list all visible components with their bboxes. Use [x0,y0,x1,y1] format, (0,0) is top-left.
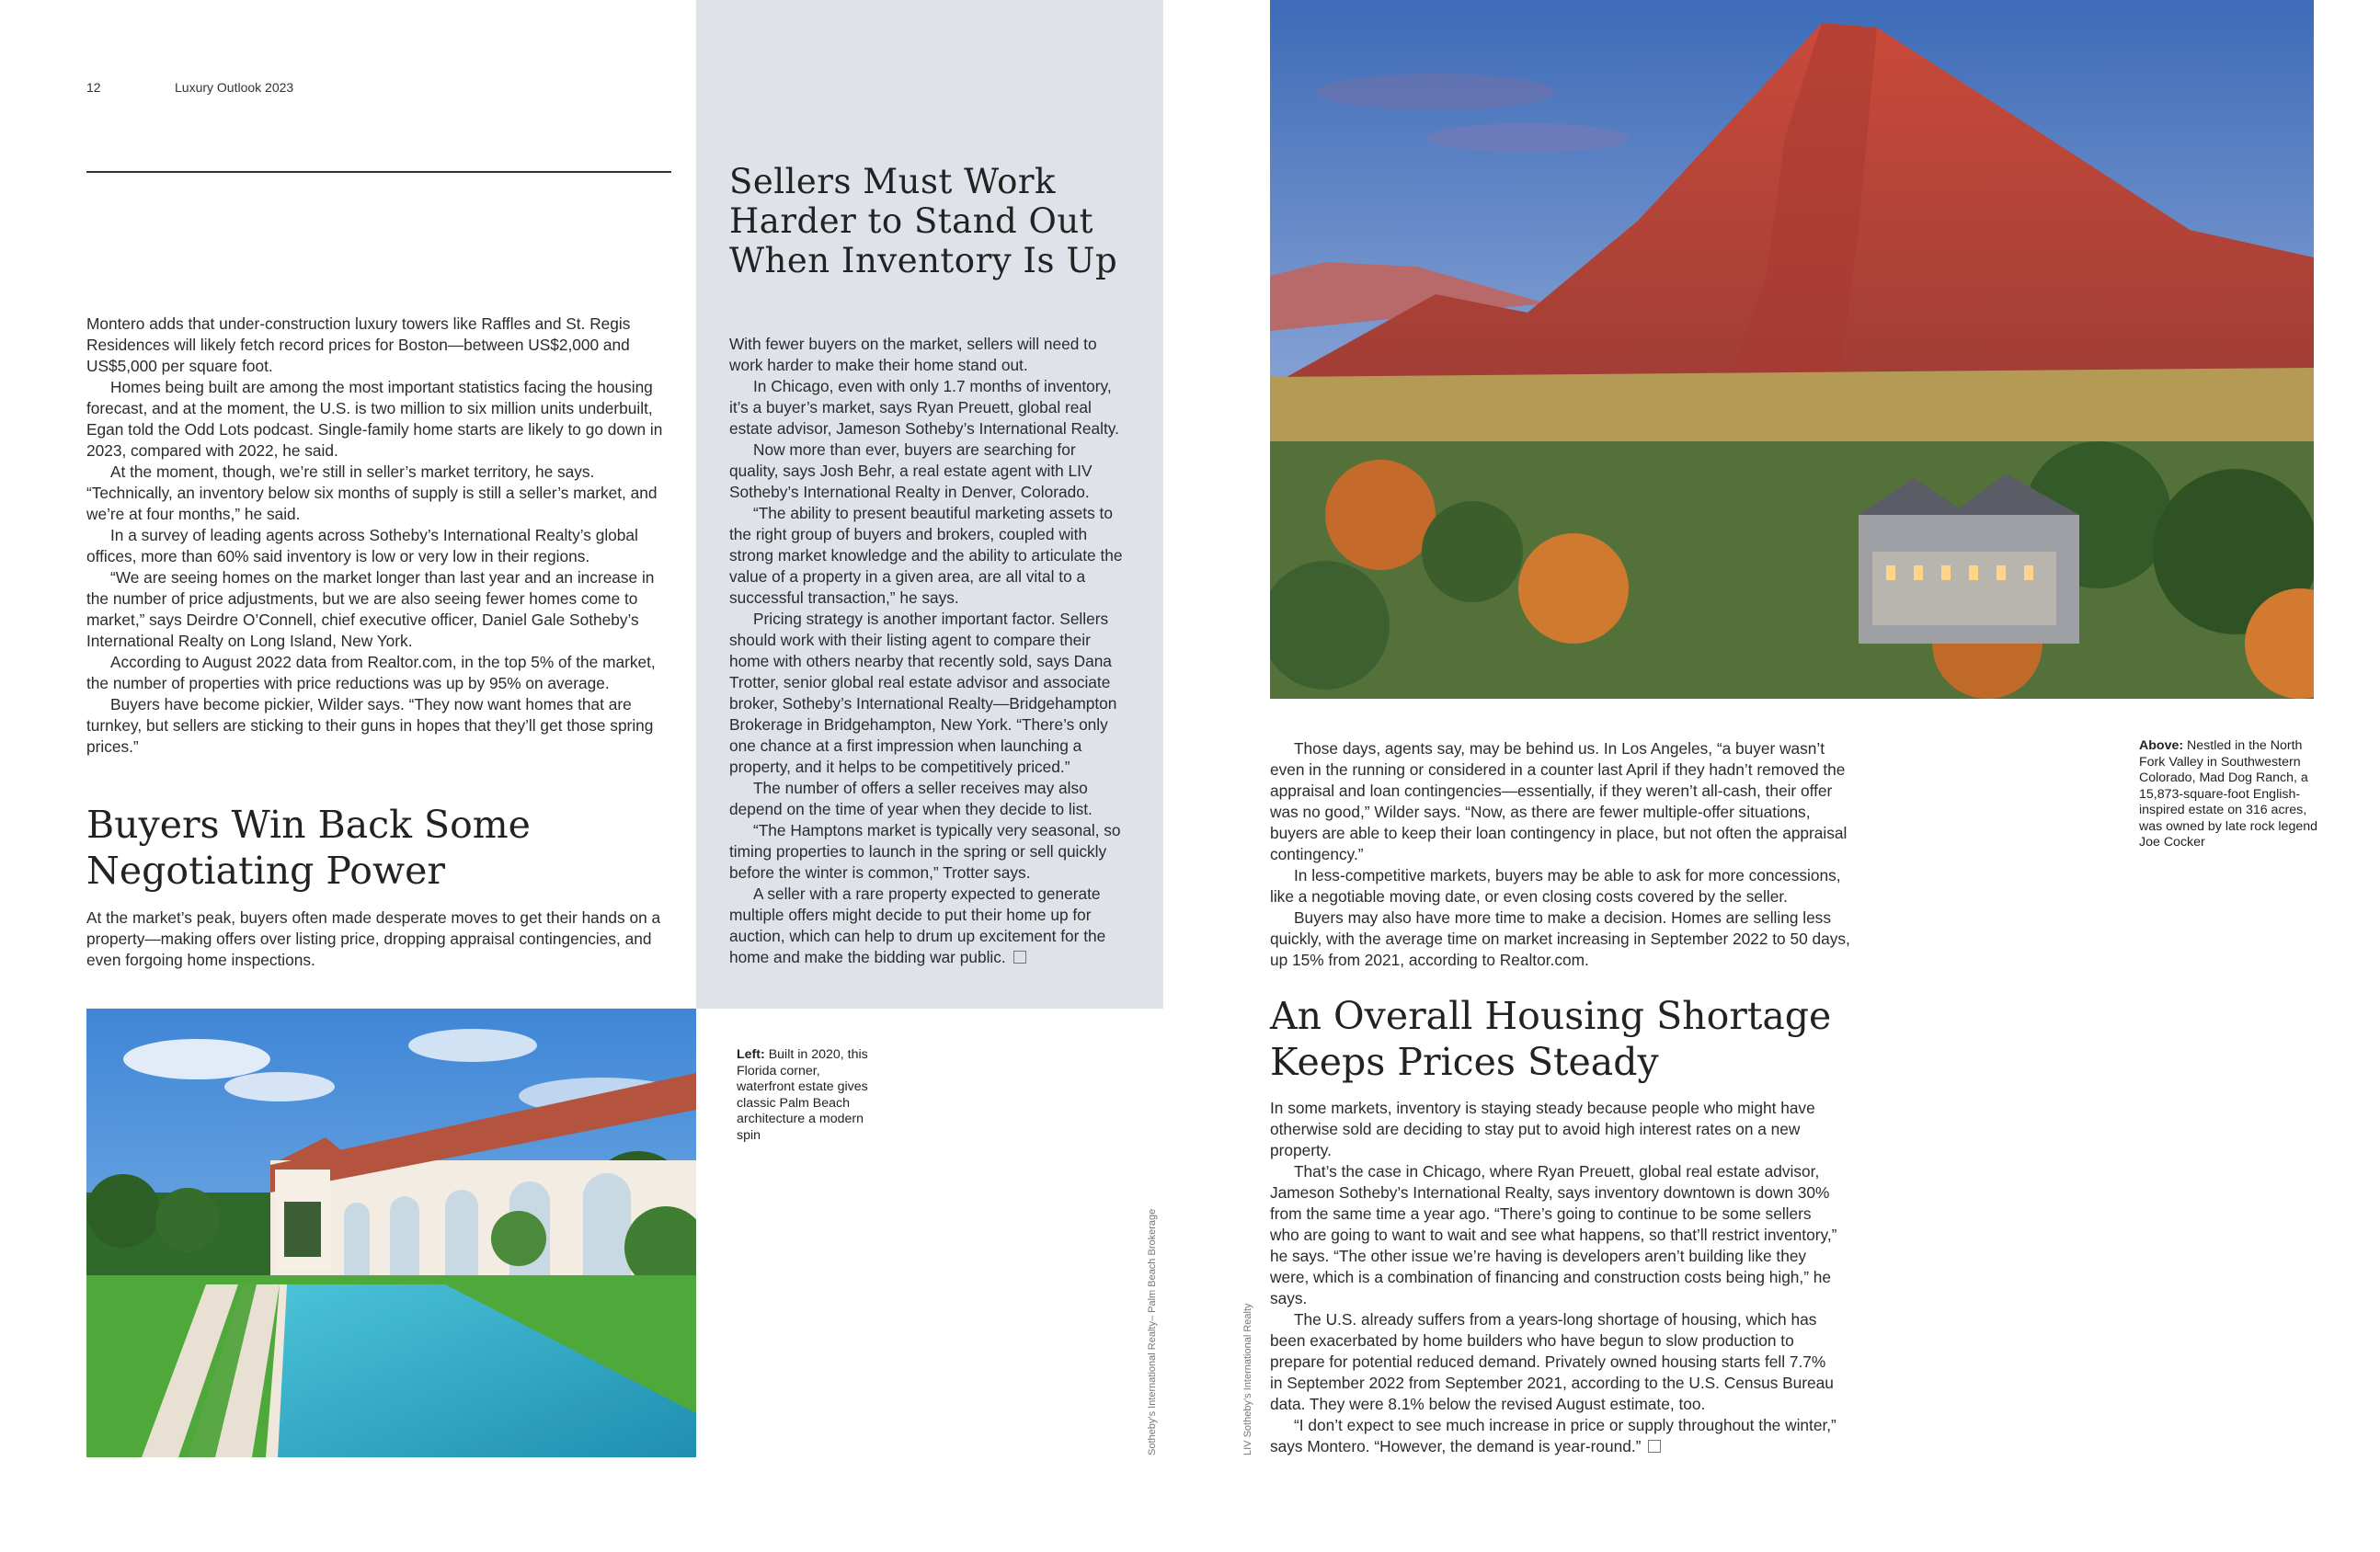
paragraph: In less-competitive markets, buyers may be able to ask for more concessions, like a negotiable moving date, or even closing costs covered by the seller. [1270,866,1841,906]
header-rule [86,171,671,173]
paragraph: At the moment, though, we’re still in seller’s market territory, he says. “Technically, an inventory below six months of supply is still a seller’s market, and we’re at four months,” he said. [86,462,658,523]
page-number: 12 [86,80,101,95]
sidebar-text [729,334,1127,968]
paragraph: The U.S. already suffers from a years-long shortage of housing, which has been exacerbated by home builders who have begun to slow production to prepare for potential reduced demand. Privately owned housing starts fell 7.7% in September 2022 from September 2021, according to the U.S. Census Bureau data. They were 8.1% below the revised August estimate, too. [1270,1310,1834,1413]
right-column-top [1270,738,1859,971]
paragraph: Those days, agents say, may be behind us. In Los Angeles, “a buyer wasn’t even in the running or considered in a counter last April if they hadn’t removed the appraisal and loan contingencies—essentially, if they weren’t all-cash, their offer was no good,” Wilder says. “Now, as there are fewer multiple-offer situations, buyers are able to keep their loan contingency in place, but not often the appraisal contingency.” [1270,739,1848,863]
paragraph: With fewer buyers on the market, sellers will need to work harder to make their home stand out. [729,335,1097,374]
paragraph: In Chicago, even with only 1.7 months of inventory, it’s a buyer’s market, says Ryan Preuett, global real estate advisor, Jameson Sotheby’s International Realty. [729,377,1119,438]
paragraph [1270,1415,1840,1457]
paragraph: “The ability to present beautiful marketing assets to the right group of buyers and brokers, coupled with strong market knowledge and the ability to articulate the value of a property in a given area, are all vital to a successful transaction,” he says. [729,504,1123,607]
caption-text: Built in 2020, this Florida corner, waterfront estate gives classic Palm Beach architecture a modern spin [737,1047,868,1143]
photo-credit-right: LIV Sotheby’s International Realty [1242,1303,1253,1455]
mad-dog-ranch-photo [1270,0,2314,699]
section-heading: An Overall Housing Shortage Keeps Prices Steady [1270,994,1832,1084]
paragraph: Montero adds that under-construction luxury towers like Raffles and St. Regis Residences will likely fetch record prices for Boston—between US$2,000 and US$5,000 per square foot. [86,314,631,375]
paragraph: Homes being built are among the most important statistics facing the housing forecast, and at the moment, the U.S. is two million to six million units underbuilt, Egan told the Odd Lots podcast. Single-family home starts are likely to go down in 2023, compared with 2022, he said. [86,378,663,460]
paragraph [729,884,1127,968]
photo-credit-left: Sotheby’s International Realty– Palm Beach Brokerage [1147,1208,1158,1455]
paragraph-text: “I don’t expect to see much increase in price or supply throughout the winter,” says Montero. “However, the demand is year-round.” [1270,1416,1836,1455]
paragraph: Now more than ever, buyers are searching for quality, says Josh Behr, a real estate agent with LIV Sotheby’s International Realty in Denver, Colorado. [729,440,1093,501]
running-head: Luxury Outlook 2023 [175,80,294,95]
left-column-bottom [86,907,671,971]
left-column-top [86,314,671,758]
paragraph-text: A seller with a rare property expected to generate multiple offers might decide to put their home up for auction, which can help to drum up excitement for the home and make the bidding war public. [729,884,1106,966]
paragraph: The number of offers a seller receives may also depend on the time of year when they decide to list. [729,779,1093,818]
caption-text: Nestled in the North Fork Valley in Southwestern Colorado, Mad Dog Ranch, a 15,873-square-foot English-inspired estate on 316 acres, was owned by late rock legend Joe Cocker [2139,738,2318,850]
end-mark-icon [1648,1440,1661,1453]
florida-estate-photo [86,1009,696,1457]
paragraph: In a survey of leading agents across Sotheby’s International Realty’s global offices, more than 60% said inventory is low or very low in their regions. [86,526,638,565]
photo-caption-left [737,1047,875,1144]
caption-label: Left: [737,1047,765,1062]
paragraph: Buyers may also have more time to make a decision. Homes are selling less quickly, with the average time on market increasing in September 2022 to 50 days, up 15% from 2021, according to Realtor.com. [1270,908,1850,969]
paragraph: At the market’s peak, buyers often made desperate moves to get their hands on a property—making offers over listing price, dropping appraisal contingencies, and even forgoing home inspections. [86,908,661,969]
paragraph: Buyers have become pickier, Wilder says. “They now want homes that are turnkey, but sellers are sticking to their guns in hopes that they’ll get those spring prices.” [86,695,654,756]
right-column-bottom [1270,1098,1840,1457]
paragraph: “The Hamptons market is typically very seasonal, so timing properties to launch in the spring or sell quickly before the winter is common,” Trotter says. [729,821,1121,882]
end-mark-icon [1013,951,1026,964]
sidebar-heading: Sellers Must Work Harder to Stand Out When Inventory Is Up [729,162,1118,280]
paragraph: “We are seeing homes on the market longer than last year and an increase in the number of price adjustments, but we are also seeing fewer homes come to market,” says Deirdre O’Connell, chief executive officer, Daniel Gale Sotheby’s International Realty on Long Island, New York. [86,568,655,650]
photo-caption-right [2139,738,2323,851]
paragraph: That’s the case in Chicago, where Ryan Preuett, global real estate advisor, Jameson Sotheby’s International Realty, says inventory downtown is down 30% from the same time a year ago. “There’s going to continue to be some sellers who are going to want to wait and see what happens, so that’ll restrict inventory,” he says. “The other issue we’re having is developers aren’t building like they were, which is a combination of financing and construction costs being high,” he says. [1270,1162,1837,1307]
paragraph: According to August 2022 data from Realtor.com, in the top 5% of the market, the number of properties with price reductions was up by 95% on average. [86,653,656,692]
paragraph: Pricing strategy is another important factor. Sellers should work with their listing agent to compare their home with others nearby that recently sold, says Dana Trotter, senior global real estate advisor and associate broker, Sotheby’s International Realty—Bridgehampton Brokerage in Bridgehampton, New York. “There’s only one chance at a first impression when launching a property, and it helps to be competitively priced.” [729,610,1117,776]
caption-label: Above: [2139,738,2184,753]
paragraph: In some markets, inventory is staying steady because people who might have otherwise sold are deciding to stay put to avoid high interest rates on a new property. [1270,1099,1815,1159]
section-heading: Buyers Win Back Some Negotiating Power [86,803,531,893]
